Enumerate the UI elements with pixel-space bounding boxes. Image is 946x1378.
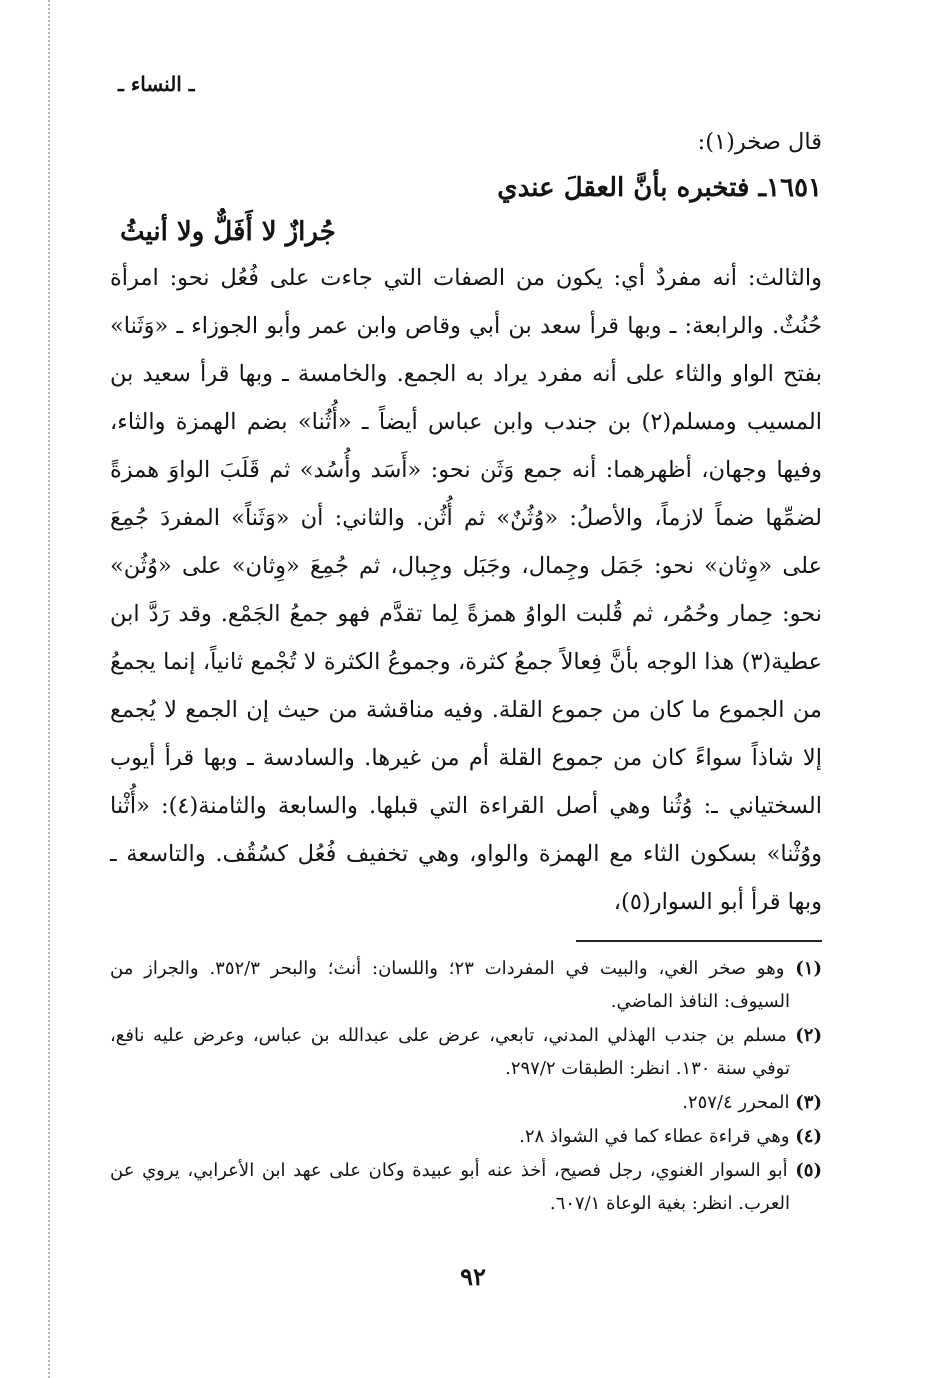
footnote-text: أبو السوار الغنوي، رجل فصيح، أخذ عنه أبو عبيدة وكان على عهد ابن الأعرابي، يروي عن العرب. انظر: بغية الوعاة ٦٠٧/١. bbox=[110, 1160, 790, 1214]
footnote-item bbox=[110, 1154, 822, 1220]
verse-block bbox=[110, 166, 822, 254]
page-number: ٩٢ bbox=[460, 1262, 486, 1291]
footnote-item bbox=[110, 1086, 822, 1119]
footnote-separator bbox=[576, 940, 822, 942]
footnote-text: المحرر ٢٥٧/٤. bbox=[682, 1092, 790, 1113]
poet-intro: قال صخر(١): bbox=[697, 129, 822, 155]
footnote-number: (٤) bbox=[795, 1126, 822, 1147]
commentary-paragraph: والثالث: أنه مفردٌ أي: يكون من الصفات التي جاءت على فُعُل نحو: امرأة حُنُثٌ. والرابعة: ـ وبها قرأ سعد بن أبي وقاص وابن عمر وأبو الجوزاء ـ «وَثَنا» بفتح الواو والثاء على أنه مفرد يراد به الجمع. والخامسة ـ وبها قرأ سعيد بن المسيب ومسلم(٢) بن جندب وابن عباس أيضاً ـ «أُثُنا» بضم الهمزة والثاء، وفيها وجهان، أظهرهما: أنه جمع وَثَن نحو: «أَسَد وأُسُد» ثم قَلَبَ الواوَ همزةً لضمِّها ضماً لازماً، والأصلُ: «وُثُنٌ» ثم أُثُن. والثاني: أن «وَثَناً» المفردَ جُمِعَ على «وِثان» نحو: جَمَل وجِمال، وجَبَل وجِبال، ثم جُمِعَ «وِثان» على «وُثُن» نحو: حِمار وحُمُر، ثم قُلبت الواوُ همزةً لِما تقدَّم فهو جمعُ الجَمْع. وقد رَدَّ ابن عطية(٣) هذا الوجه بأنَّ فِعالاً جمعُ كثرة، وجموعُ الكثرة لا تُجْمع ثانياً، إنما يجمعُ من الجموع ما كان من جموع القلة. وفيه مناقشة من حيث إن الجمع لا يُجمع إلا شاذاً سواءً كان من جموع القلة أم من غيرها. والسادسة ـ وبها قرأ أيوب السختياني ـ: وُثُنا وهي أصل القراءة التي قبلها. والسابعة والثامنة(٤): «أُثْنا ووُثْنا» بسكون الثاء مع الهمزة والواو، وهي تخفيف فُعُل كسُقُف. والتاسعة ـ وبها قرأ أبو السوار(٥)، bbox=[110, 265, 823, 915]
footnote-number: (٥) bbox=[795, 1160, 822, 1181]
footnote-text: وهو صخر الغي، والبيت في المفردات ٢٣؛ واللسان: أنث؛ والبحر ٣٥٢/٣. والجراز من السيوف: النافذ الماضي. bbox=[110, 958, 790, 1012]
binding-gutter-line bbox=[48, 0, 50, 1378]
running-header: ـ النساء ـ bbox=[118, 72, 195, 96]
main-text bbox=[110, 118, 822, 926]
footnote-item bbox=[110, 952, 822, 1018]
footnote-number: (٢) bbox=[795, 1025, 822, 1046]
footnote-text: مسلم بن جندب الهذلي المدني، تابعي، عرض على عبدالله بن عباس، وعرض عليه نافع، توفي سنة ١٣٠. انظر: الطبقات ٢٩٧/٢. bbox=[110, 1025, 790, 1079]
footnote-text: وهي قراءة عطاء كما في الشواذ ٢٨. bbox=[519, 1126, 790, 1147]
footnote-number: (١) bbox=[795, 958, 822, 979]
verse-line-2: جُرازٌ لا أَفَلٌّ ولا أنيثُ bbox=[120, 217, 336, 247]
footnotes bbox=[110, 952, 822, 1221]
verse-line-1: ١٦٥١ـ فتخبره بأنَّ العقلَ عندي bbox=[497, 173, 822, 203]
footnote-item bbox=[110, 1120, 822, 1153]
footnote-number: (٣) bbox=[795, 1092, 822, 1113]
footnote-item bbox=[110, 1019, 822, 1085]
